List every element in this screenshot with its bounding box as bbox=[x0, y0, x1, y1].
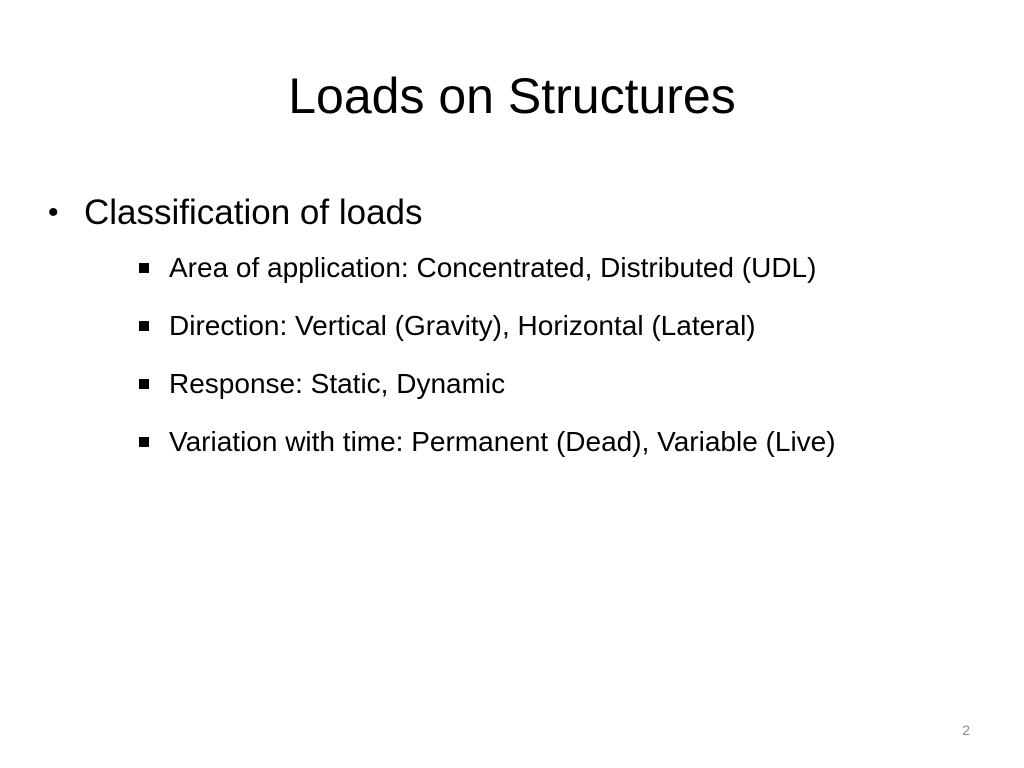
bullet-dot-icon: • bbox=[48, 196, 59, 229]
sub-bullet-item bbox=[124, 246, 984, 290]
square-bullet-icon bbox=[139, 437, 149, 447]
sub-bullet-list bbox=[84, 246, 984, 464]
square-bullet-icon bbox=[139, 263, 149, 273]
sub-bullet-text: Variation with time: Permanent (Dead), Variable (Live) bbox=[169, 426, 836, 457]
sub-bullet-text: Response: Static, Dynamic bbox=[169, 368, 506, 399]
bullet-text: Classification of loads bbox=[84, 193, 423, 232]
page-number: 2 bbox=[962, 722, 970, 738]
square-bullet-icon bbox=[139, 321, 149, 331]
sub-bullet-item bbox=[124, 362, 984, 406]
bullet-item bbox=[44, 190, 984, 464]
sub-bullet-item bbox=[124, 304, 984, 348]
bullet-list bbox=[44, 190, 984, 478]
sub-bullet-text: Area of application: Concentrated, Distributed (UDL) bbox=[169, 252, 817, 283]
square-bullet-icon bbox=[139, 379, 149, 389]
slide-title: Loads on Structures bbox=[288, 68, 736, 124]
sub-bullet-text: Direction: Vertical (Gravity), Horizontal (Lateral) bbox=[169, 310, 756, 341]
sub-bullet-item bbox=[124, 420, 984, 464]
